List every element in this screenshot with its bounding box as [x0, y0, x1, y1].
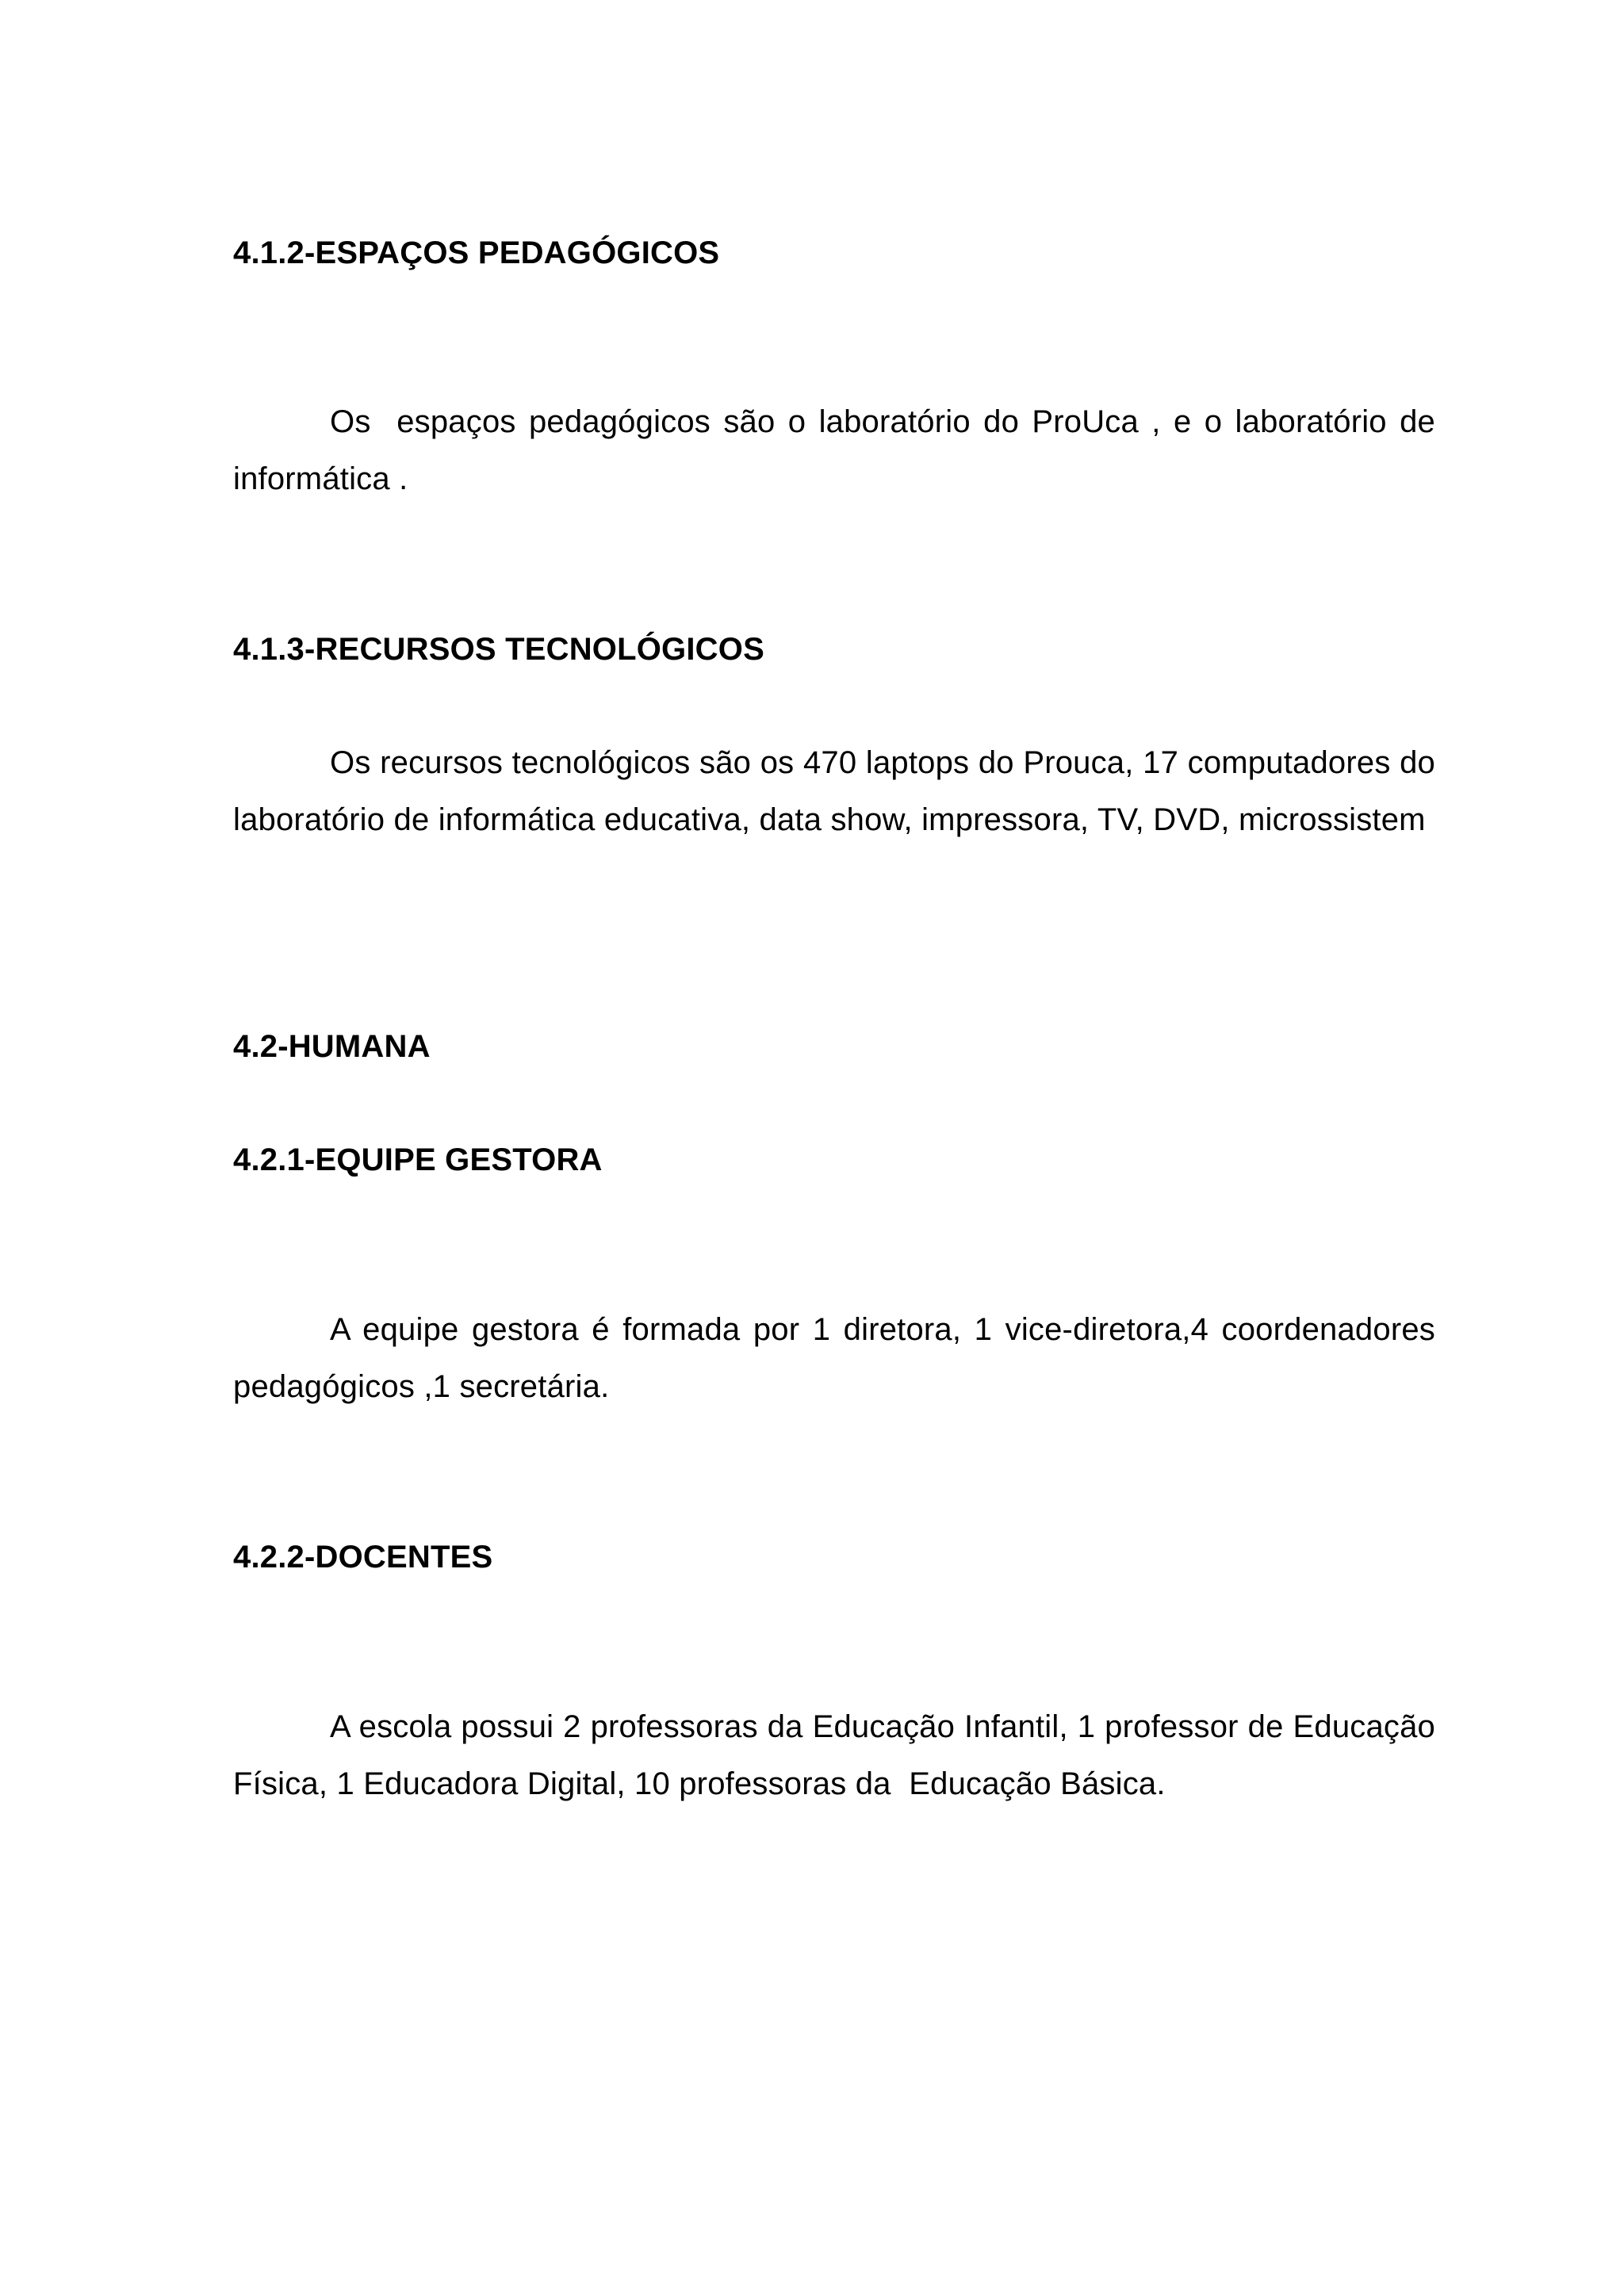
paragraph-equipe-gestora: A equipe gestora é formada por 1 diretora, 1 vice-diretora,4 coordenadores pedagógicos ,1 secretária. — [233, 1312, 1435, 1404]
section-heading-espacos-pedagogicos: 4.1.2-ESPAÇOS PEDAGÓGICOS — [233, 235, 720, 270]
section-heading-equipe-gestora: 4.2.1-EQUIPE GESTORA — [233, 1142, 603, 1177]
paragraph-docentes: A escola possui 2 professoras da Educação Infantil, 1 professor de Educação Física, 1 Educadora Digital, 10 professoras da Educação Básica. — [233, 1709, 1445, 1801]
section-heading-docentes: 4.2.2-DOCENTES — [233, 1540, 493, 1575]
section-heading-humana: 4.2-HUMANA — [233, 1029, 431, 1064]
paragraph-recursos-tecnologicos: Os recursos tecnológicos são os 470 laptops do Prouca, 17 computadores do laboratório de informática educativa, data show, impressora, TV, DVD, microssistem — [233, 745, 1435, 837]
paragraph-espacos-pedagogicos: Os espaços pedagógicos são o laboratório do ProUca , e o laboratório de informática . — [233, 404, 1445, 496]
section-heading-recursos-tecnologicos: 4.1.3-RECURSOS TECNOLÓGICOS — [233, 632, 764, 667]
